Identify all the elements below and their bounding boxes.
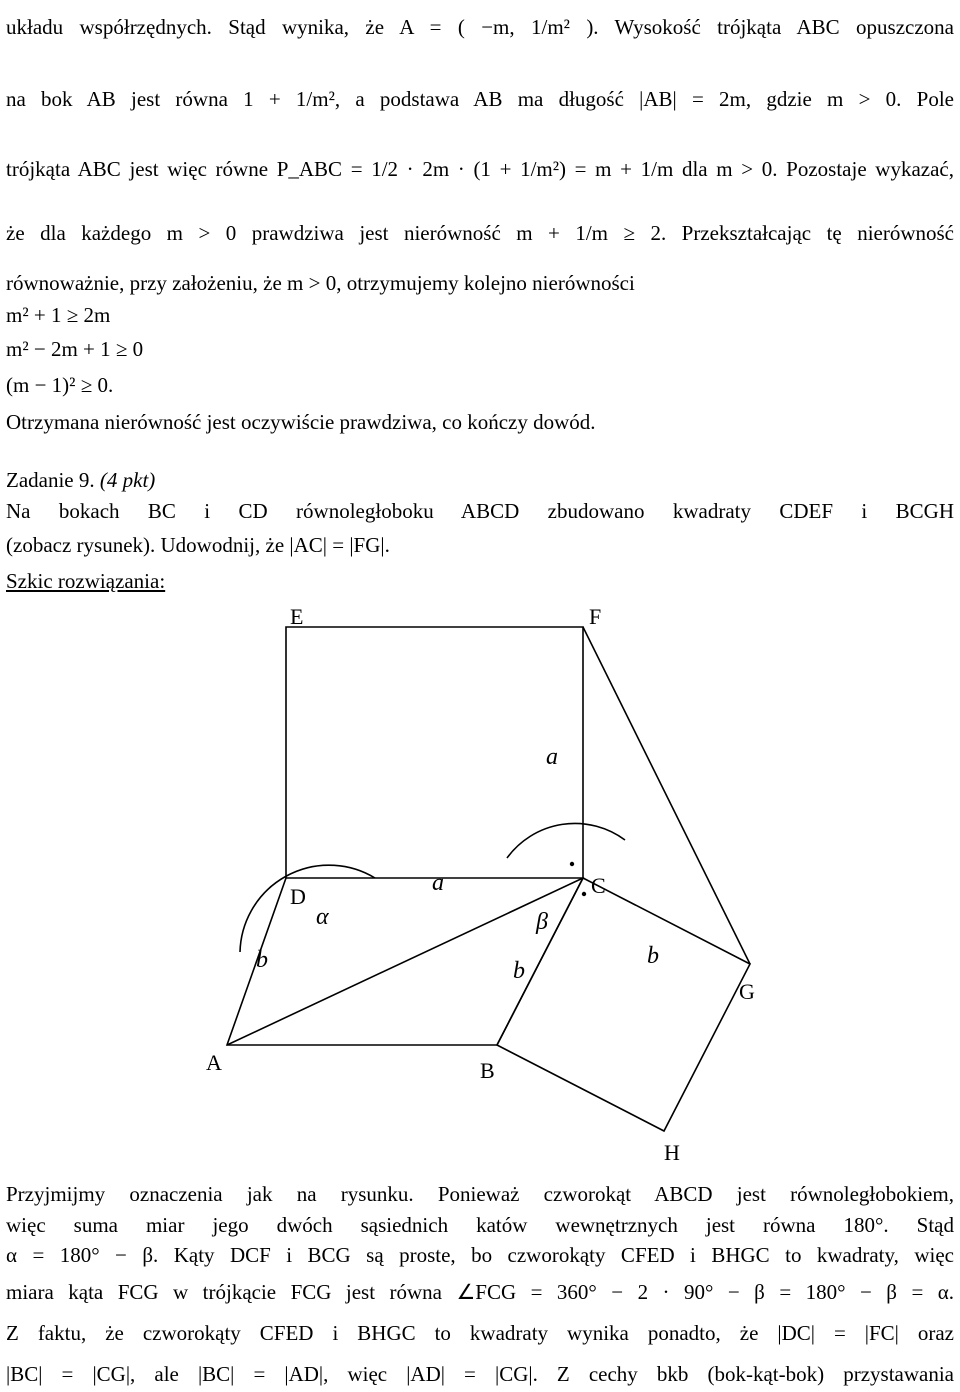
label-side-b-mid: b — [513, 958, 525, 984]
inequality-2: m² − 2m + 1 ≥ 0 — [6, 337, 144, 361]
right-angle-dot-2 — [582, 892, 586, 896]
label-alpha: α — [316, 904, 329, 930]
proof-line-2: więc suma miar jego dwóch sąsiednich katów wewnętrznych jest równa 180°. Stąd — [6, 1213, 954, 1237]
label-b-vertex: B — [480, 1058, 495, 1083]
label-e: E — [290, 604, 304, 629]
proof-line-5: Z faktu, że czworokąty CFED i BHGC to kwadraty wynika ponadto, że |DC| = |FC| oraz — [6, 1321, 954, 1345]
label-side-a-mid: a — [432, 870, 444, 896]
text-line-2: na bok AB jest równa 1 + 1/m², a podstawa AB ma długość |AB| = 2m, gdzie m > 0. Pole — [6, 87, 954, 111]
inequality-1: m² + 1 ≥ 2m — [6, 303, 111, 327]
label-d: D — [290, 884, 306, 909]
label-a-vertex: A — [206, 1050, 222, 1075]
label-g: G — [739, 979, 755, 1004]
text-line-4: że dla każdego m > 0 prawdziwa jest nierówność m + 1/m ≥ 2. Przekształcając tę nierówność — [6, 221, 954, 245]
angle-beta-arc — [507, 823, 625, 858]
task-line-2: (zobacz rysunek). Udowodnij, że |AC| = |FG|. — [6, 533, 390, 557]
geometry-figure — [0, 600, 960, 1180]
label-h: H — [664, 1140, 680, 1165]
sketch-heading: Szkic rozwiązania: — [6, 569, 166, 593]
proof-line-3: α = 180° − β. Kąty DCF i BCG są proste, bo czworokąty CFED i BHGC to kwadraty, więc — [6, 1243, 954, 1267]
diagonal-ac — [227, 878, 583, 1045]
segment-fg — [583, 627, 750, 964]
label-side-a-top: a — [546, 744, 558, 770]
label-c: C — [591, 873, 606, 898]
task-number: Zadanie 9. — [6, 468, 95, 492]
proof-line-1: Przyjmijmy oznaczenia jak na rysunku. Ponieważ czworokąt ABCD jest równoległobokiem, — [6, 1182, 954, 1206]
square-cdef — [286, 627, 583, 878]
proof-line-4: miara kąta FCG w trójkącie FCG jest równa ∠FCG = 360° − 2 · 90° − β = 180° − β = α. — [6, 1280, 954, 1304]
square-bcgh — [497, 878, 750, 1131]
text-line-1: układu współrzędnych. Stąd wynika, że A = ( −m, 1/m² ). Wysokość trójkąta ABC opuszczona — [6, 15, 954, 39]
proof-line-6: |BC| = |CG|, ale |BC| = |AD|, więc |AD| = |CG|. Z cechy bkb (bok-kąt-bok) przystawania — [6, 1362, 954, 1386]
label-beta: β — [536, 909, 548, 935]
inequality-3: (m − 1)² ≥ 0. — [6, 373, 114, 397]
text-line-3: trójkąta ABC jest więc równe P_ABC = 1/2 · 2m · (1 + 1/m²) = m + 1/m dla m > 0. Pozostaje wykazać, — [6, 157, 954, 181]
right-angle-dot-1 — [570, 862, 574, 866]
task-title — [6, 467, 954, 493]
label-side-b-right: b — [647, 943, 659, 969]
conclusion-text: Otrzymana nierówność jest oczywiście prawdziwa, co kończy dowód. — [6, 410, 596, 434]
label-side-b-left: b — [256, 947, 268, 973]
text-line-5: równoważnie, przy założeniu, że m > 0, otrzymujemy kolejno nierówności — [6, 271, 635, 295]
task-line-1: Na bokach BC i CD równoległoboku ABCD zbudowano kwadraty CDEF i BCGH — [6, 499, 954, 523]
task-points: (4 pkt) — [99, 468, 156, 492]
label-f: F — [589, 604, 602, 629]
